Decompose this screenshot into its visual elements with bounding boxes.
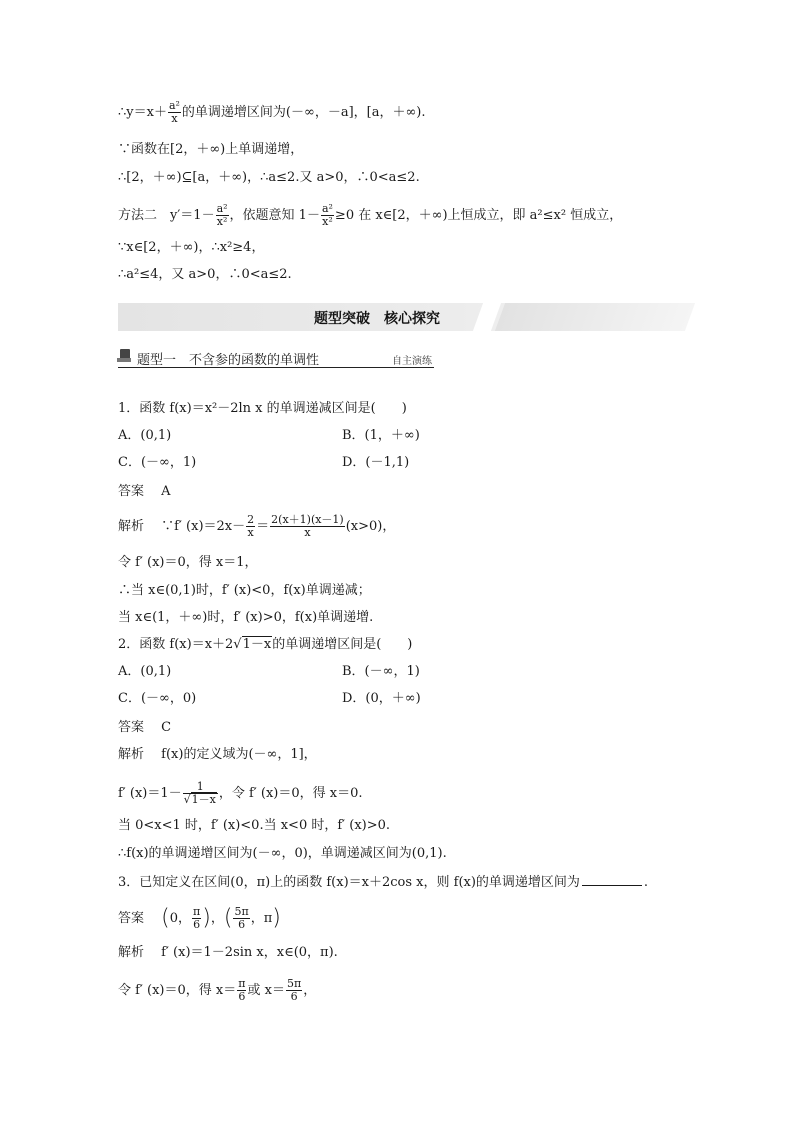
q2-option-b: B．(－∞，1) — [342, 664, 420, 679]
q1-option-c: C．(－∞，1) — [118, 455, 197, 470]
fraction-numerator: π — [193, 905, 201, 918]
q1-solution-line-2: 令 f′ (x)＝0，得 x＝1， — [118, 555, 258, 570]
q1-option-b: B．(1，＋∞) — [342, 428, 420, 443]
q2-solution-line-1 — [118, 747, 317, 763]
text: ≥0 在 x∈[2，＋∞)上恒成立，即 a²≤x² 恒成立， — [334, 208, 623, 223]
fraction-denominator: x — [304, 526, 311, 539]
text: 令 f′ (x)＝0，得 x＝ — [118, 983, 237, 998]
q3-solution-line-2 — [118, 978, 316, 1003]
q2-solution-line-3: 当 0<x<1 时，f′ (x)<0.当 x<0 时，f′ (x)>0. — [118, 818, 391, 833]
fraction-numerator: 1 — [183, 781, 218, 794]
text: ，π — [250, 911, 273, 926]
fraction — [246, 514, 255, 539]
fraction-denominator: 6 — [238, 918, 246, 931]
fraction-numerator: a² — [321, 202, 333, 215]
radical-sign: √ — [233, 637, 242, 652]
fraction-denominator: 6 — [193, 918, 201, 931]
text: ∵f′ (x)＝2x－ — [161, 519, 246, 534]
solution-label: 解析 — [118, 945, 145, 960]
text: (x>0)， — [345, 519, 396, 534]
text: ， — [303, 983, 317, 998]
solution-label: 解析 — [118, 519, 145, 534]
fraction-numerator: a² — [168, 99, 180, 112]
fraction-denominator: x² — [322, 215, 333, 228]
q1-solution-line-4: 当 x∈(1，＋∞)时，f′ (x)>0，f(x)单调递增. — [118, 610, 374, 625]
text: . — [643, 875, 649, 890]
paren-close: ) — [272, 905, 281, 931]
section-banner — [118, 303, 675, 331]
paren-open: ( — [161, 905, 170, 931]
paren-close: ) — [202, 905, 211, 931]
q2-options-row-1 — [118, 664, 420, 680]
answer-label: 答案 — [118, 484, 145, 499]
q2-option-d: D．(0，＋∞) — [342, 691, 421, 706]
fraction-numerator: 2 — [247, 513, 255, 526]
fraction-denominator: x — [171, 112, 178, 125]
radicand: 1－x — [242, 637, 272, 652]
fraction-numerator: a² — [216, 202, 228, 215]
fraction-numerator: 5π — [286, 977, 302, 990]
q2-solution-line-4: ∴f(x)的单调递增区间为(－∞，0)，单调递减区间为(0,1). — [118, 846, 447, 861]
q2-solution-line-2 — [118, 781, 363, 806]
text: 2．函数 f(x)＝x＋2 — [118, 637, 234, 652]
q3-stem — [118, 873, 648, 891]
text: 的单调递增区间为(－∞，－a]，[a，＋∞). — [181, 105, 426, 120]
q1-options-row-2 — [118, 455, 410, 471]
q1-answer — [118, 484, 171, 500]
answer-value: C — [161, 720, 172, 735]
fraction-denominator — [183, 794, 218, 806]
text: ，令 f′ (x)＝0，得 x＝0. — [218, 786, 363, 801]
fraction — [168, 100, 181, 125]
paren-open: ( — [223, 905, 233, 931]
book-icon — [120, 349, 130, 362]
answer-blank — [582, 873, 642, 886]
fraction-numerator: 5π — [234, 905, 249, 918]
q2-option-a: A．(0,1) — [118, 664, 172, 679]
text: ＝ — [256, 519, 270, 534]
q1-option-d: D．(－1,1) — [342, 455, 410, 470]
fraction — [233, 906, 249, 931]
q1-options-row-1 — [118, 428, 420, 444]
banner-stripe — [495, 303, 695, 331]
fraction — [321, 203, 334, 228]
fraction — [216, 203, 229, 228]
text: ∴y＝x＋ — [118, 105, 167, 120]
q1-stem: 1．函数 f(x)＝x²－2ln x 的单调递减区间是( ) — [118, 401, 407, 416]
fraction-numerator: 2(x＋1)(x－1) — [271, 513, 344, 526]
answer-label: 答案 — [118, 720, 145, 735]
q3-solution-line-1 — [118, 945, 338, 961]
intro-line-5: ∵x∈[2，＋∞)，∴x²≥4， — [118, 240, 265, 255]
text: f′ (x)＝1－ — [118, 786, 182, 801]
fraction — [192, 906, 201, 931]
q2-options-row-2 — [118, 691, 421, 707]
fraction-denominator: 6 — [290, 990, 298, 1003]
fraction-denominator: x — [247, 526, 254, 539]
q1-solution-line-3: ∴当 x∈(0,1)时，f′ (x)<0，f(x)单调递减； — [118, 583, 371, 598]
fraction — [183, 781, 218, 806]
text: 0， — [169, 911, 192, 926]
answer-label: 答案 — [118, 911, 145, 926]
fraction-denominator: 6 — [238, 990, 246, 1003]
q2-answer — [118, 720, 171, 736]
text: ，依题意知 1－ — [229, 208, 320, 223]
text: 或 x＝ — [247, 983, 285, 998]
q1-solution-line-1 — [118, 514, 395, 539]
section-heading — [118, 347, 434, 368]
q3-answer — [118, 906, 281, 931]
fraction-numerator: π — [238, 977, 246, 990]
fraction — [237, 978, 246, 1003]
intro-line-4 — [118, 203, 622, 228]
text: ， — [210, 911, 224, 926]
solution-label: 解析 — [118, 747, 145, 762]
fraction — [270, 514, 345, 539]
section-tag: 自主演练 — [392, 356, 432, 367]
q2-option-c: C．(－∞，0) — [118, 691, 197, 706]
intro-line-3: ∴[2，＋∞)⊆[a，＋∞)，∴a≤2.又 a>0，∴0<a≤2. — [118, 170, 420, 185]
q2-stem — [118, 637, 412, 653]
fraction — [286, 978, 302, 1003]
text: f(x)的定义域为(－∞，1]， — [161, 747, 317, 762]
banner-title: 题型突破 核心探究 — [314, 311, 440, 327]
section-title: 题型一 不含参的函数的单调性 — [137, 353, 320, 368]
text: f′ (x)＝1－2sin x，x∈(0，π). — [161, 945, 338, 960]
intro-line-6: ∴a²≤4，又 a>0，∴0<a≤2. — [118, 267, 292, 282]
intro-line-2: ∵函数在[2，＋∞)上单调递增， — [118, 142, 304, 157]
q1-option-a: A．(0,1) — [118, 428, 172, 443]
square-root — [233, 637, 272, 653]
radical-sign: √ — [183, 793, 191, 806]
intro-line-1 — [118, 100, 426, 125]
text: 方法二 y′＝1－ — [118, 208, 215, 223]
text: 的单调递增区间是( ) — [272, 637, 413, 652]
radicand: 1－x — [191, 793, 216, 806]
fraction-denominator: x² — [216, 215, 228, 228]
text: 3．已知定义在区间(0，π)上的函数 f(x)＝x＋2cos x，则 f(x)的单调递增区间为 — [118, 875, 580, 890]
answer-value: A — [161, 484, 171, 499]
